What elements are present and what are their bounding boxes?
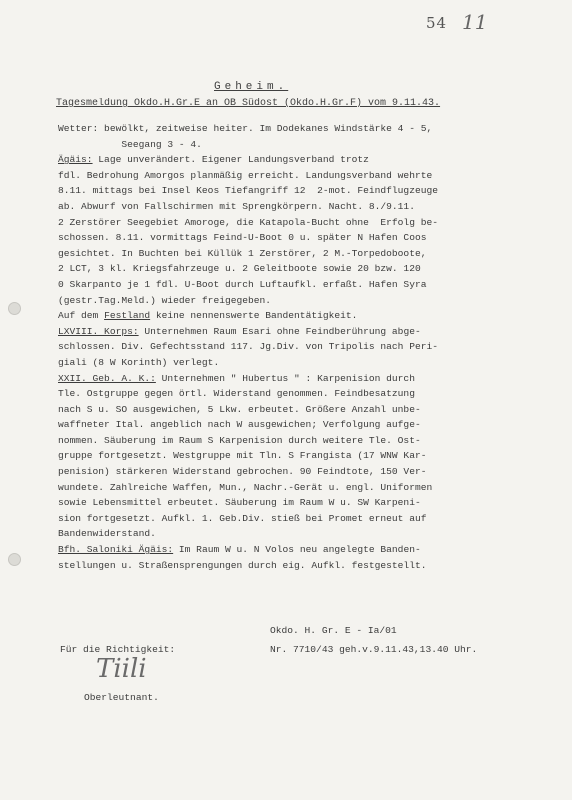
aegaeis-line: 2 Zerstörer Seegebiet Amoroge, die Katapola-Bucht ohne Erfolg be-: [58, 216, 438, 228]
report-body: [58, 121, 558, 573]
punch-hole: [8, 302, 21, 315]
section-label-festland: Festland: [104, 310, 151, 322]
signatory-rank: Oberleutnant.: [84, 692, 159, 703]
reference-number: Nr. 7710/43 geh.v.9.11.43,13.40 Uhr.: [270, 644, 478, 655]
aegaeis-line: Lage unverändert. Eigener Landungsverband trotz: [92, 154, 369, 166]
handwritten-signature: Tiili: [96, 654, 147, 684]
section-label-xxii: XXII. Geb. A. K.:: [58, 372, 156, 384]
aegaeis-line: 0 Skarpanto je 1 fdl. U-Boot durch Luftaufkl. erfaßt. Hafen Syra: [58, 278, 427, 290]
xxii-line: waffneter Ital. angeblich nach W ausgewichen; Verfolgung aufge-: [58, 419, 421, 431]
xxii-line: nach S u. SO ausgewichen, 5 Lkw. erbeutet. Größere Anzahl unbe-: [58, 403, 421, 415]
aegaeis-line: 2 LCT, 3 kl. Kriegsfahrzeuge u. 2 Geleitboote sowie 20 bzw. 120: [58, 263, 421, 275]
classification-heading: Geheim.: [214, 81, 289, 93]
aegaeis-line: (gestr.Tag.Meld.) wieder freigegeben.: [58, 294, 272, 306]
xxii-line: nommen. Säuberung im Raum S Karpenision durch weitere Tle. Ost-: [58, 434, 421, 446]
page-number-handwritten: 11: [462, 10, 488, 34]
xxii-line: penision) stärkeren Widerstand gebrochen. 90 Feindtote, 150 Ver-: [58, 466, 427, 478]
weather-line: Seegang 3 - 4.: [58, 138, 202, 150]
page-number: 54: [426, 14, 448, 32]
lxviii-line: giali (8 W Korinth) verlegt.: [58, 356, 220, 368]
aegaeis-line: schossen. 8.11. vormittags Feind-U-Boot 0 u. später N Hafen Coos: [58, 232, 427, 244]
aegaeis-line: 8.11. mittags bei Insel Keos Tiefangriff 12 2-mot. Feindflugzeuge: [58, 185, 438, 197]
xxii-line: Unternehmen " Hubertus " : Karpenision durch: [155, 372, 415, 384]
xxii-line: sowie Lebensmittel erbeutet. Säuberung im Raum W u. SW Karpeni-: [58, 497, 421, 509]
festland-prefix: Auf dem: [58, 310, 105, 322]
section-label-lxviii: LXVIII. Korps:: [58, 325, 139, 337]
xxii-line: sion fortgesetzt. Aufkl. 1. Geb.Div. stieß bei Promet erneut auf: [58, 512, 427, 524]
xxii-line: wundete. Zahlreiche Waffen, Mun., Nachr.-Gerät u. engl. Uniformen: [58, 481, 433, 493]
section-label-aegaeis: Ägäis:: [58, 154, 93, 166]
aegaeis-line: gesichtet. In Buchten bei Küllük 1 Zerstörer, 2 M.-Torpedoboote,: [58, 247, 427, 259]
lxviii-line: schlossen. Div. Gefechtsstand 117. Jg.Div. von Tripolis nach Peri-: [58, 341, 438, 353]
certification-label: Für die Richtigkeit:: [60, 644, 176, 655]
punch-hole: [8, 553, 21, 566]
section-label-saloniki: Bfh. Saloniki Ägäis:: [58, 544, 174, 556]
aegaeis-line: fdl. Bedrohung Amorgos planmäßig erreicht. Landungsverband wehrte: [58, 169, 433, 181]
saloniki-line: stellungen u. Straßensprengungen durch eig. Aufkl. festgestellt.: [58, 559, 427, 571]
xxii-line: Tle. Ostgruppe gegen örtl. Widerstand genommen. Feindbesatzung: [58, 388, 415, 400]
xxii-line: Bandenwiderstand.: [58, 528, 156, 540]
issuing-office-block: [270, 621, 477, 659]
issuing-office: Okdo. H. Gr. E - Ia/01: [270, 625, 397, 636]
document-title: Tagesmeldung Okdo.H.Gr.E an OB Südost (Okdo.H.Gr.F) vom 9.11.43.: [56, 98, 441, 109]
festland-text: keine nennenswerte Bandentätigkeit.: [150, 310, 358, 322]
aegaeis-line: ab. Abwurf von Fallschirmen mit Sprengkörpern. Nacht. 8./9.11.: [58, 200, 415, 212]
saloniki-line: Im Raum W u. N Volos neu angelegte Banden-: [173, 544, 421, 556]
weather-line: Wetter: bewölkt, zeitweise heiter. Im Dodekanes Windstärke 4 - 5,: [58, 123, 433, 134]
lxviii-line: Unternehmen Raum Esari ohne Feindberührung abge-: [138, 325, 421, 337]
xxii-line: gruppe fortgesetzt. Westgruppe mit Tln. S Frangista (17 WNW Kar-: [58, 450, 427, 462]
